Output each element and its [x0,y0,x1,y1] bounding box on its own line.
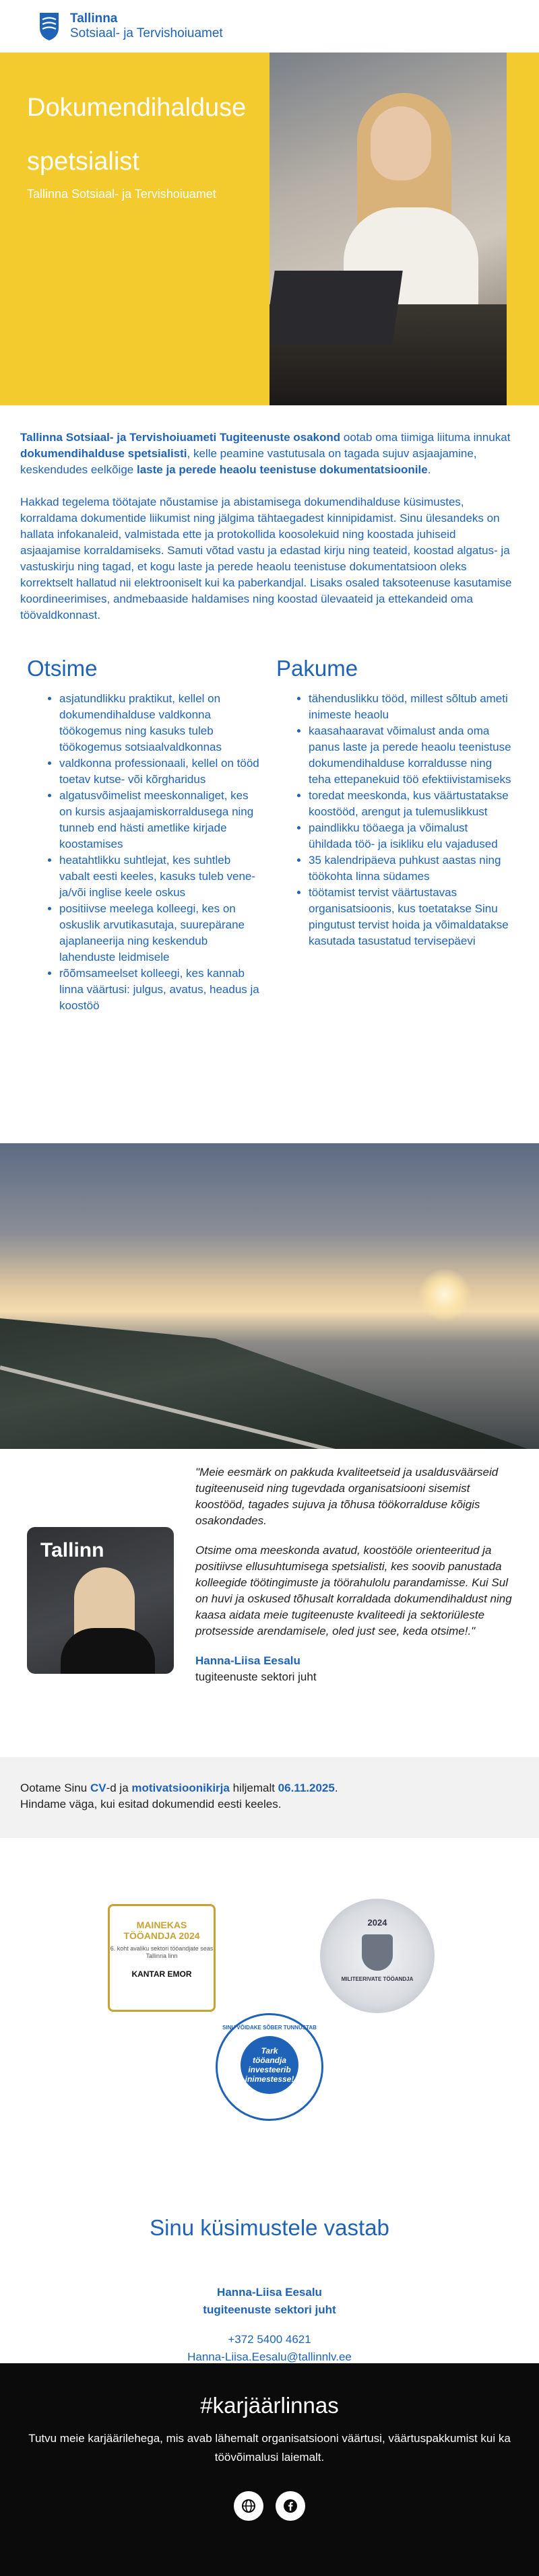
footer-text: Tutvu meie karjäärilehega, mis avab lähemalt organisatsiooni väärtusi, väärtuspakkumist kui ka töövõimalusi laiemalt. [28,2432,511,2464]
smart-employer-badge [216,2013,323,2121]
header [0,0,539,53]
hero-photo [270,53,507,405]
deadline-language-note: Hindame väga, kui esitad dokumendid eesti keeles. [20,1798,282,1810]
hero-photo-face [371,106,431,180]
intro-text-3: . [427,463,431,476]
seek-list [20,691,270,1014]
hero-photo-laptop [270,271,403,345]
offer-item: • töötamist tervist väärtustavas organisatsioonis, kus toetatakse Sinu pingutust tervist hoida ja võimaldatakse kasutada tasustatud tervisepäevi [309,885,512,949]
deadline-text-2: -d ja [106,1782,132,1794]
requirements-offer [0,640,539,1014]
badge3-ring-text: SINU VÕIDAKE SÕBER TUNNUSTAB [222,2025,317,2031]
cv-link[interactable]: CV [90,1782,106,1794]
quote-author-role: tugiteenuste sektori juht [195,1670,317,1683]
contact-email[interactable]: Hanna-Liisa.Eesalu@tallinnlv.ee [187,2350,352,2363]
tallinn-coast-photo [0,1143,539,1449]
seek-item: • valdkonna professionaali, kellel on tööd toetav kutse- või kõrgharidus [59,755,263,788]
contact-section [0,2195,539,2377]
hero-subtitle: Tallinna Sotsiaal- ja Tervishoiuamet [27,187,216,201]
manager-photo-jacket [61,1628,155,1674]
intro-focus: laste ja perede heaolu teenistuse dokumentatsioonile [136,463,428,476]
quote-paragraph-2: Otsime oma meeskonda avatud, koostööle orienteeritud ja positiivse ellusuhtumisega spetsialisti, kes soovib panustada kolleegide töötingimuste ja töörahulolu parandamisse. Kui Sul on huvi ja oskused tõhusalt korraldada dokumendihaldust ning kaasa aidata meie tugiteenuste kvaliteedi ja sektoriüleste protsesside arendamisele, oled just see, keda otsime!." [195,1544,512,1637]
footer [0,2363,539,2576]
offer-title: Pakume [276,656,358,681]
quote-section [0,1461,539,1791]
badge1-title: MAINEKAS TÖÖANDJA 2024 [123,1920,200,1941]
contact-phone[interactable]: +372 5400 4621 [228,2333,311,2346]
reputable-employer-badge [108,1904,216,2012]
badge1-brand: KANTAR EMOR [131,1969,192,1979]
deadline-text-4: . [334,1782,338,1794]
quote-author-name: Hanna-Liisa Eesalu [195,1654,300,1667]
deadline-date: 06.11.2025 [278,1782,335,1794]
deadline-text-3: hiljemalt [229,1782,278,1794]
sun [418,1268,472,1322]
badge1-subtitle: 6. koht avaliku sektori tööandjate seas Tallinna linn [110,1945,214,1959]
facebook-icon[interactable] [276,2491,305,2521]
offer-item: • toredat meeskonda, kus väärtustatakse koostööd, arengut ja tulemuslikkust [309,788,512,820]
employer-badges [0,1852,539,2161]
globe-icon[interactable] [234,2491,263,2521]
manager-photo [27,1527,174,1674]
seek-item: • rõõmsameelset kolleegi, kes kannab linna väärtusi: julgus, avatus, headus ja koostöö [59,965,263,1014]
contact-title: Sinu küsimustele vastab [150,2215,389,2240]
offer-item: • tähenduslikku tööd, millest sõltub ameti inimeste heaolu [309,691,512,723]
offer-column [270,656,519,1014]
application-deadline [0,1757,539,1838]
offer-list [270,691,519,949]
seek-item: • heatahtlikku suhtlejat, kes suhtleb vabalt eesti keeles, kasuks tuleb vene- ja/või inglise keele oskus [59,852,263,901]
intro-paragraph-2: Hakkad tegelema töötajate nõustamise ja abistamisega dokumendihalduse küsimustes, korraldama dokumentide liikumist ning jälgima tähtaegadest kinnipidamist. Sinu ülesandeks on hallata infokanaleid, valmistada ette ja protokollida koosolekuid ning koostada juhiseid asjaajamise korraldamiseks. Samuti võtad vastu ja edastad kirju ning teateid, koostad algatus- ja vastuskirju ning tagad, et kogu laste ja perede heaolu teenistuse dokumentatsioon oleks korrektselt hallatud nii elektrooniselt kui ka paberkandjal. Lisaks osaled taksoteenuse kasutamise koordineerimises, andmebaaside haldamises ning koostad ülevaateid ja ettekandeid oma töövaldkonnast. [20,496,512,621]
quote-text [195,1464,512,1685]
offer-item: • 35 kalendripäeva puhkust aastas ning töökohta linna südames [309,852,512,885]
org-name-line1: Tallinna [70,11,118,26]
org-name [70,11,223,41]
seek-item: • asjatundlikku praktikut, kellel on dokumendihalduse valdkonna töökogemus ning kasuks tuleb töökogemus sotsiaalvaldkonnas [59,691,263,755]
intro-text-2: , kelle peamine vastutusala on tagada sujuv asjaajamine, keskendudes eelkõige [20,447,477,476]
org-name-line2: Sotsiaal- ja Tervishoiuamet [70,26,223,40]
manager-photo-sign: Tallinn [40,1539,104,1561]
badge2-year: 2024 [367,1918,387,1928]
intro-text-1: ootab oma tiimiga liituma innukat [340,431,511,444]
contact-role: tugiteenuste sektori juht [203,2303,336,2316]
seek-title: Otsime [27,656,98,681]
tallinn-crest-icon [38,11,61,41]
badge3-center-text: Tark tööandja investeerib inimestesse! [241,2036,298,2094]
badge2-text: MILITEERIVATE TÖÖANDJA [341,1976,414,1982]
intro-department: Tallinna Sotsiaal- ja Tervishoiuameti Tugiteenuste osakond [20,431,341,444]
offer-item: • kaasahaaravat võimalust anda oma panus laste ja perede heaolu teenistuse dokumendihalduse korraldusse ning teha ettepanekuid töö efektiivistamiseks [309,723,512,788]
deadline-text-1: Ootame Sinu [20,1782,90,1794]
intro-position: dokumendihalduse spetsialisti [20,447,187,460]
contact-name: Hanna-Liisa Eesalu [217,2286,322,2299]
motivation-letter-link[interactable]: motivatsioonikirja [131,1782,230,1794]
quote-paragraph-1: "Meie eesmärk on pakkuda kvaliteetseid ja usaldusväärseid tugiteenuseid ning tugevdada organisatsiooni sisemist koostööd, tagades sujuva ja tõhusa töökorralduse kõigis osakondades. [195,1466,499,1527]
military-friendly-employer-badge [320,1899,435,2013]
job-title: Dokumendihalduse spetsialist [27,94,247,176]
career-hashtag: #karjäärlinnas [200,2393,339,2418]
intro-paragraph-1 [20,430,519,478]
offer-item: • paindlikku tööaega ja võimalust ühildada töö- ja isikliku elu vajadused [309,820,512,852]
shoreline [0,1318,539,1449]
shield-icon [362,1934,393,1971]
intro-section [0,405,539,623]
deadline-text [20,1780,505,1812]
seek-column [20,656,270,1014]
social-links [0,2491,539,2521]
hero-banner [0,53,539,405]
seek-item: • positiivse meelega kolleegi, kes on oskuslik arvutikasutaja, suurepärane ajaplaneerija ning keskendub lahenduste leidmisele [59,901,263,965]
seek-item: • algatusvõimelist meeskonnaliget, kes on kursis asjaajamiskorraldusega ning tunneb end hästi ametlike kirjade koostamises [59,788,263,852]
